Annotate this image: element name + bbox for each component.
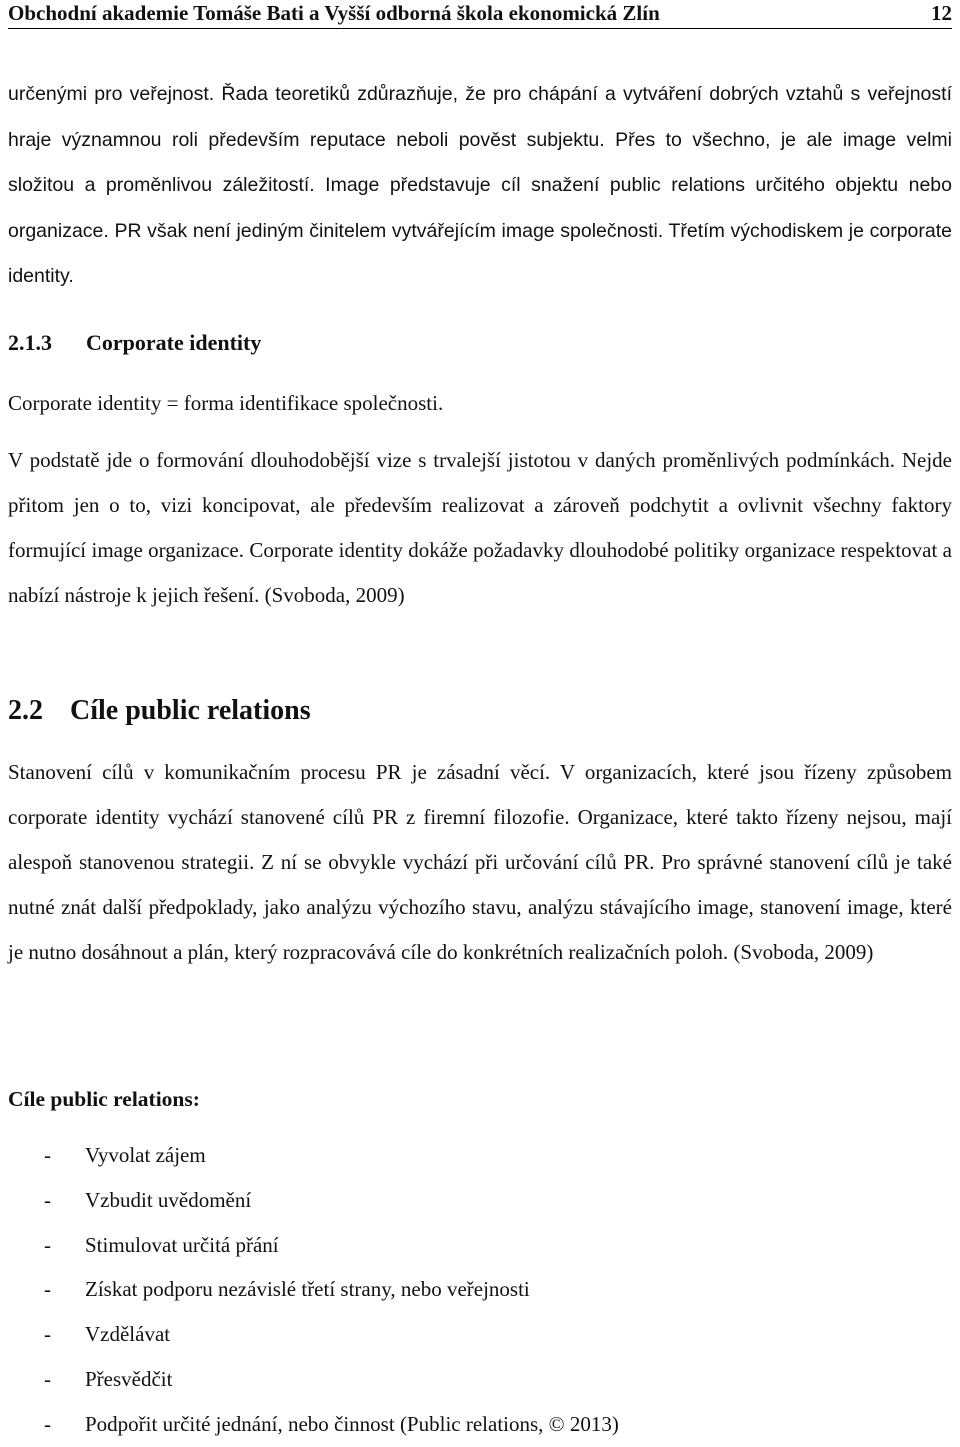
list-bullet: -: [44, 1143, 51, 1167]
section-title: Corporate identity: [86, 330, 262, 355]
goals-list: [8, 1133, 952, 1447]
list-bullet: -: [44, 1187, 51, 1212]
pr-goals-block: [8, 750, 952, 975]
list-item: [8, 1178, 952, 1223]
list-bullet: -: [44, 1411, 51, 1436]
goals-heading: Cíle public relations:: [8, 1087, 200, 1111]
intro-paragraph-block: [8, 72, 952, 300]
list-item-text: Vzbudit uvědomění: [85, 1187, 252, 1212]
section-2-2-heading: [8, 690, 311, 732]
definition-paragraph: Corporate identity = forma identifikace společnosti.: [8, 391, 444, 415]
list-item: [8, 1267, 952, 1312]
page-header: [8, 0, 952, 29]
list-bullet: -: [44, 1232, 51, 1257]
page-number: 12: [931, 1, 952, 25]
list-item: [8, 1357, 952, 1402]
list-item-text: Přesvědčit: [85, 1366, 173, 1391]
section-number: 2.2: [8, 695, 43, 726]
list-item-text: Stimulovat určitá přání: [85, 1232, 279, 1257]
definition-block: [8, 383, 952, 423]
pr-goals-paragraph: Stanovení cílů v komunikačním procesu PR je zásadní věcí. V organizacích, které jsou řízeny způsobem corporate identity vychází stanovené cílů PR z firemní filozofie. Organizace, které takto řízeny nejsou, mají alespoň stanovenou strategii. Z ní se obvykle vychází při určování cílů PR. Pro správné stanovení cílů je také nutné znát další předpoklady, jako analýzu výchozího stavu, analýzu stávajícího image, stanovení image, které je nutno dosáhnout a plán, který rozpracovává cíle do konkrétních realizačních poloh. (Svoboda, 2009): [8, 760, 952, 964]
list-item: [8, 1133, 952, 1178]
school-name: Obchodní akademie Tomáše Bati a Vyšší odborná škola ekonomická Zlín: [8, 1, 660, 25]
intro-paragraph: určenými pro veřejnost. Řada teoretiků zdůrazňuje, že pro chápání a vytváření dobrých vztahů s veřejností hraje významnou roli především reputace neboli pověst subjektu. Přes to všechno, je ale image velmi složitou a proměnlivou záležitostí. Image představuje cíl snažení public relations určitého objektu nebo organizace. PR však není jediným činitelem vytvářejícím image společnosti. Třetím východiskem je corporate identity.: [8, 83, 952, 287]
corporate-identity-paragraph: V podstatě jde o formování dlouhodobější vize s trvalejší jistotou v daných proměnlivých podmínkách. Nejde přitom jen o to, vizi koncipovat, ale především realizovat a zároveň podchytit a ovlivnit všechny faktory formující image organizace. Corporate identity dokáže požadavky dlouhodobé politiky organizace respektovat a nabízí nástroje k jejich řešení. (Svoboda, 2009): [8, 448, 952, 607]
list-bullet: -: [44, 1322, 51, 1347]
list-item-text: Podpořit určité jednání, nebo činnost (Public relations, © 2013): [85, 1411, 619, 1436]
section-title: Cíle public relations: [70, 695, 311, 726]
list-item-text: Získat podporu nezávislé třetí strany, nebo veřejnosti: [85, 1277, 530, 1302]
corporate-identity-block: [8, 438, 952, 618]
list-item: [8, 1223, 952, 1268]
list-item: [8, 1312, 952, 1357]
list-item-text: Vyvolat zájem: [85, 1143, 206, 1167]
list-item-text: Vzdělávat: [85, 1322, 171, 1347]
list-bullet: -: [44, 1366, 51, 1391]
section-number: 2.1.3: [8, 330, 52, 355]
section-2-1-3-heading: [8, 325, 261, 361]
list-bullet: -: [44, 1277, 51, 1302]
